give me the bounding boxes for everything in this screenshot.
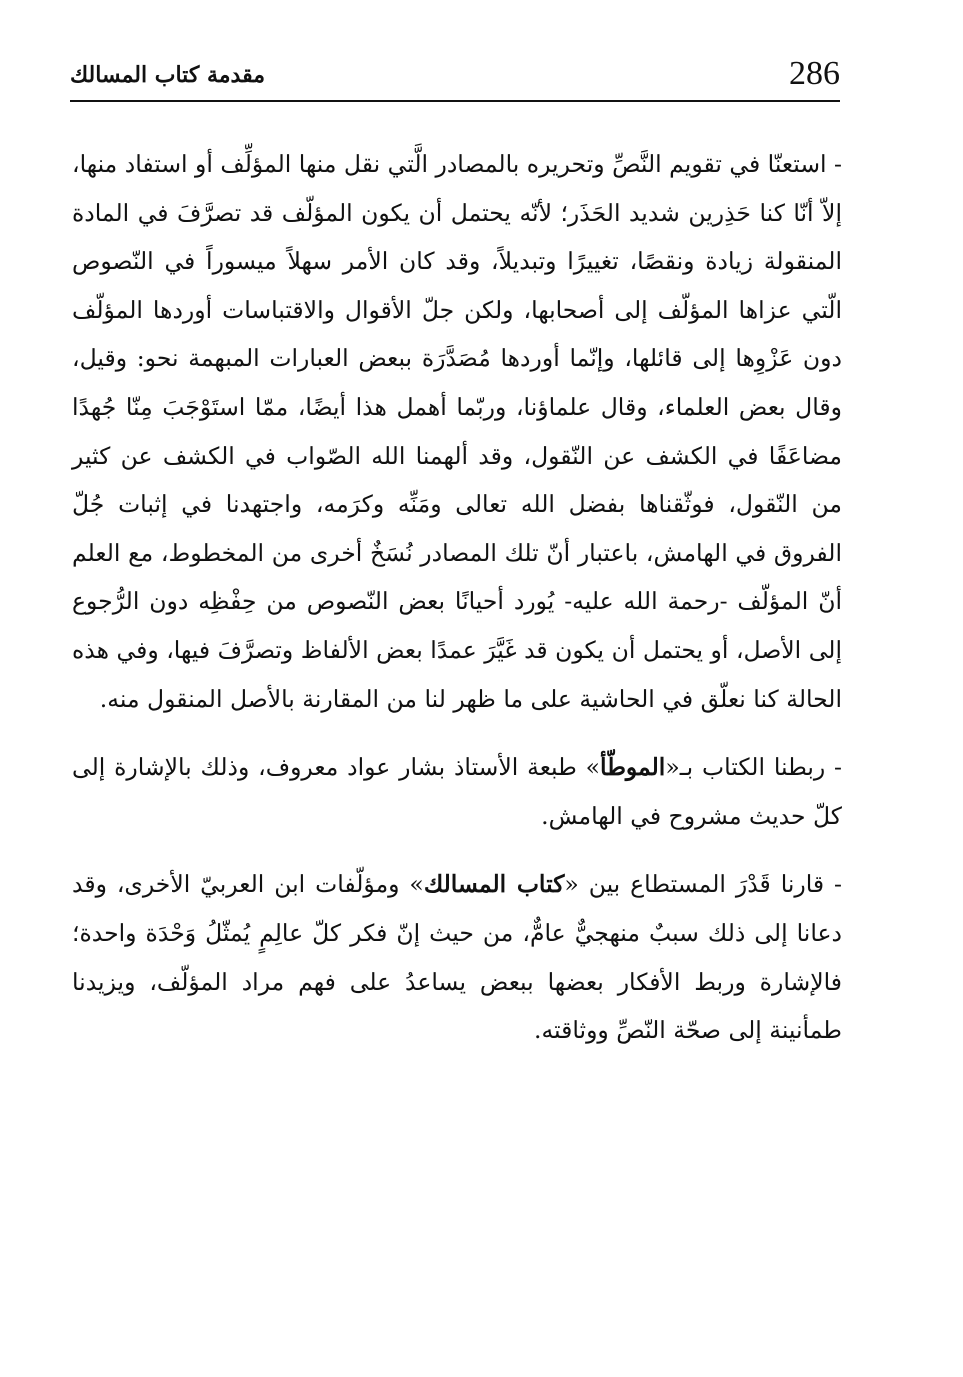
paragraph-muwatta bbox=[72, 743, 842, 840]
paragraph-sources: - استعنّا في تقويم النَّصِّ وتحريره بالمصادر الَّتي نقل منها المؤلِّف أو استفاد منها، إلاّ أنّا كنا حَذِرين شديد الحَذَر؛ لأنّه يحتمل أن يكون المؤلّف قد تصرَّفَ في المادة المنقولة زيادة ونقصًا، تغييرًا وتبديلاً، وقد كان الأمر سهلاً ميسوراً في النّصوص الّتي عزاها المؤلّف إلى أصحابها، ولكن جلّ الأقوال والاقتباسات أوردها المؤلّف دون عَزْوِها إلى قائلها، وإنّما أوردها مُصَدَّرَة ببعض العبارات المبهمة نحو: وقيل، وقال بعض العلماء، وقال علماؤنا، وربّما أهمل هذا أيضًا، ممّا استَوْجَبَ مِنّا جُهدًا مضاعَفًا في الكشف عن النّقول، وقد ألهمنا الله الصّواب في الكشف عن كثير من النّقول، فوثّقناها بفضل الله تعالى ومَنِّه وكرَمه، واجتهدنا في إثبات جُلّ الفروق في الهامش، باعتبار أنّ تلك المصادر نُسَخٌ أخرى من المخطوط، مع العلم أنّ المؤلّف -رحمة الله عليه- يُورد أحيانًا بعض النّصوص من حِفْظِه دون الرُّجوع إلى الأصل، أو يحتمل أن يكون قد غَيَّرَ عمدًا بعض الألفاظ وتصرَّفَ فيها، وفي هذه الحالة كنا نعلّق في الحاشية على ما ظهر لنا من المقارنة بالأصل المنقول منه. bbox=[72, 150, 842, 713]
paragraph-comparison-after: » ومؤلّفات ابن العربيّ الأخرى، وقد دعانا إلى ذلك سببٌ منهجيٌّ عامٌّ، من حيث إنّ فكر كلّ عالِمٍ يُمثّلُ وَحْدَة واحدة؛ فالإشارة وربط الأفكار بعضها ببعض يساعدُ على فهم مراد المؤلّف، ويزيدنا طمأنينة إلى صحّة النّصِّ ووثاقته. bbox=[72, 870, 842, 1045]
paragraph-comparison-before: - قارنا قَدْرَ المستطاع بين « bbox=[564, 870, 843, 899]
book-title-masalik: كتاب المسالك bbox=[423, 870, 565, 899]
running-title: مقدمة كتاب المسالك bbox=[70, 62, 265, 88]
body-text bbox=[72, 140, 842, 1055]
paragraph-muwatta-before: - ربطنا الكتاب بـ« bbox=[665, 753, 842, 782]
paragraph-comparison bbox=[72, 860, 842, 1054]
page-header bbox=[70, 52, 840, 102]
page-number: 286 bbox=[789, 55, 840, 92]
paragraph-muwatta-after: » طبعة الأستاذ بشار عواد معروف، وذلك بالإشارة إلى كلّ حديث مشروح في الهامش. bbox=[72, 753, 842, 830]
book-title-muwatta: الموطّأ bbox=[600, 753, 666, 782]
